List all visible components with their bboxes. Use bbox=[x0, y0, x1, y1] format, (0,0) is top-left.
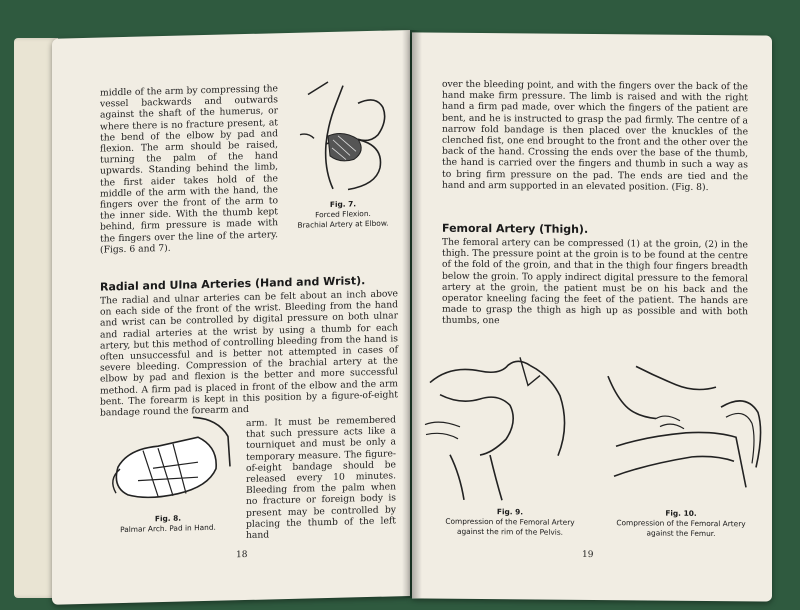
section-heading-femoral: Femoral Artery (Thigh). bbox=[442, 221, 589, 236]
figure-7-number: Fig. 7. bbox=[329, 199, 357, 209]
right-page bbox=[412, 32, 772, 601]
figure-10-illustration bbox=[596, 336, 766, 507]
figure-9-illustration bbox=[420, 334, 600, 506]
figure-9 bbox=[420, 334, 600, 538]
open-booklet bbox=[14, 12, 786, 600]
figure-7 bbox=[288, 72, 398, 231]
figure-10 bbox=[596, 336, 766, 539]
left-page-column-text: arm. It must be remembered that such pressure acts like a tourniquet and must be only a temporary measure. The figure-of-eight bandage should be released every 10 minutes. Bleeding from the palm when no fracture or foreign body is present may be controlled by placing the thumb of the left hand bbox=[246, 414, 396, 542]
left-page bbox=[52, 30, 410, 605]
right-page-top-text: over the bleeding point, and with the fingers over the back of the hand make firm pressure. The limb is raised and with the right hand a firm pad made, over which the fingers of the patient are bent, and he is instructed to grasp the pad firmly. The centre of a narrow fold bandage is then placed over the knuckles of the clenched fist, one end brought to the front and the other over the back of the hand. Crossing the ends over the base of the thumb, the hand is carried over the fingers and thumb in such a way as to bring firm pressure on the pad. The ends are tied and the hand and arm supported in an elevated position. (Fig. 8). bbox=[442, 78, 748, 193]
figure-8-number: Fig. 8. bbox=[154, 513, 182, 524]
page-number-left: 18 bbox=[236, 549, 248, 561]
figure-8-caption: Palmar Arch. Pad in Hand. bbox=[120, 522, 216, 535]
figure-8-illustration bbox=[98, 406, 238, 509]
section-heading-radial-ulna: Radial and Ulna Arteries (Hand and Wrist). bbox=[100, 274, 366, 294]
figure-10-caption-line-2: against the Femur. bbox=[646, 528, 716, 539]
figure-8 bbox=[98, 406, 238, 535]
radial-ulna-text: The radial and ulnar arteries can be felt about an inch above on each side of the front of the wrist. Bleeding from the hand and wrist can be controlled by digital pressure on both ulnar and radial arteries at the wrist by using a thumb for each artery, but this method of controlling bleeding from the hand is often unsuccessful and is better not attempted in cases of severe bleeding. Compression of the brachial artery at the elbow by pad and flexion is the better and more successful method. A firm pad is placed in front of the elbow and the arm bent. The forearm is kept in this position by a figure-of-eight bandage round the forearm and bbox=[100, 288, 398, 419]
page-number-right: 19 bbox=[582, 549, 594, 561]
figure-7-caption-line-2: Brachial Artery at Elbow. bbox=[297, 218, 389, 230]
book-gutter bbox=[402, 30, 422, 598]
figure-10-caption-line-1: Compression of the Femoral Artery bbox=[616, 518, 746, 529]
figure-9-caption-line-2: against the rim of the Pelvis. bbox=[456, 526, 564, 537]
figure-7-illustration bbox=[288, 72, 398, 195]
figure-10-number: Fig. 10. bbox=[665, 508, 697, 518]
femoral-text: The femoral artery can be compressed (1) at the groin, (2) in the thigh. The pressure point at the groin is to be found at the centre of the fold of the groin, and that in the thigh four fingers breadth below the groin. To apply indirect digital pressure to the femoral artery at the groin, the patient must be on his back and the operator kneeling facing the feet of the patient. The hands are made to grasp the thigh as high up as possible and with both thumbs, one bbox=[442, 236, 748, 327]
figure-9-caption-line-1: Compression of the Femoral Artery bbox=[445, 516, 575, 527]
figure-9-number: Fig. 9. bbox=[496, 507, 524, 517]
figure-7-caption-line-1: Forced Flexion. bbox=[315, 208, 371, 220]
left-page-wrap-text: middle of the arm by compressing the vessel backwards and outwards against the shaft of the humerus, or where there is no fracture present, at the bend of the elbow by pad and flexion. The arm should be raised, turning the palm of the hand upwards. Standing behind the limb, the first aider takes hold of the middle of the arm with the hand, the fingers over the front of the arm to the inner side. With the thumb kept behind, firm pressure is made with the fingers over the line of the artery. (Figs. 6 and 7). bbox=[100, 83, 278, 256]
